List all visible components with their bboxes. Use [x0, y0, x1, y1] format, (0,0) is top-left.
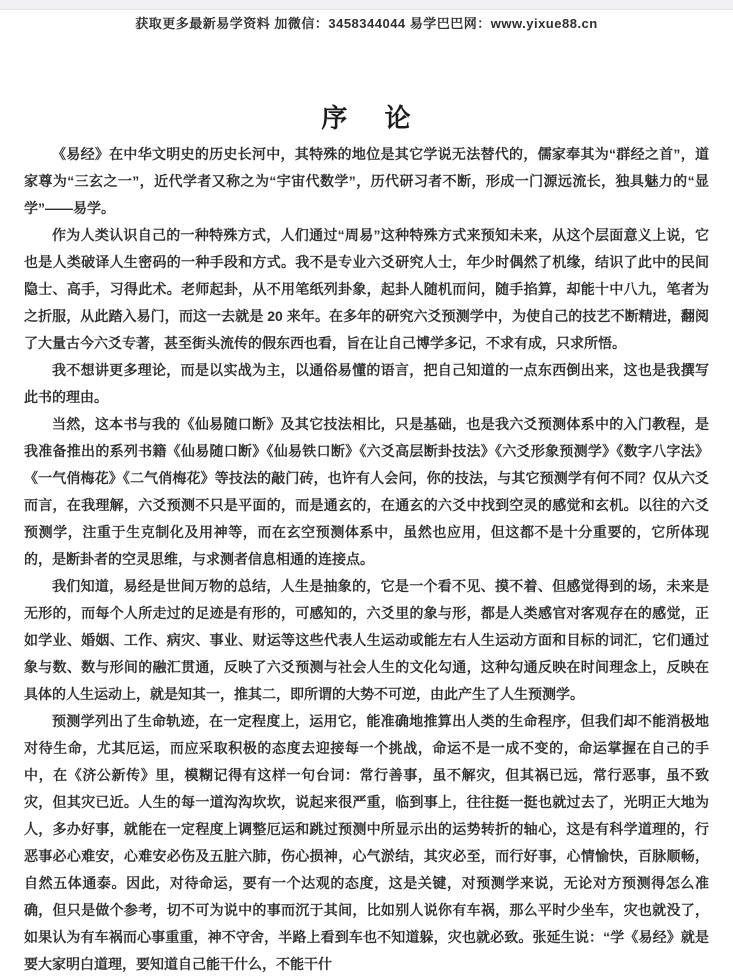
- paragraph-reason: 我不想讲更多理论，而是以实战为主，以通俗易懂的语言，把自己知道的一点东西倒出来，这也是我撰写此书的理由。: [24, 362, 709, 405]
- paragraph-fate: 预测学列出了生命轨迹，在一定程度上，运用它，能准确地推算出人类的生命程序，但我们却不能消极地对待生命，尤其厄运，而应采取积极的态度去迎接每一个挑战，命运不是一成不变的，命运掌握在自己的手中，在《济公新传》里，模糊记得有这样一句台词：常行善事，虽不解灾，但其祸已远，常行恶事，虽不致灾，但其灾已近。人生的每一道沟沟坎坎，说起来很严重，临到事上，往往挺一挺也就过去了，光明正大地为人，多办好事，就能在一定程度上调整厄运和跳过预测中所显示出的运势转折的轴心，这是有科学道理的，行恶事必心难安，心难安必伤及五脏六肺，伤心损神，心气淤结，其灾必至，而行好事，心情愉快，百脉顺畅，自然五体通泰。因此，对待命运，要有一个达观的态度，这是关键，对预测学来说，无论对方预测得怎么准确，但只是做个参考，切不可为说中的事而沉于其间，比如别人说你有车祸，那么平时少坐车，灾也就没了，如果认为有车祸而心事重重，神不守舍，半路上看到车也不知道躲，灾也就必致。张延生说：“学《易经》就是要大家明白道理，要知道自己能干什么，不能干什: [24, 713, 709, 972]
- paragraph-theory: 我们知道，易经是世间万物的总结，人生是抽象的，它是一个看不见、摸不着、但感觉得到的场，未来是无形的，而每个人所走过的足迹是有形的，可感知的，六爻里的象与形，都是人类感官对客观存在的感觉，正如学业、婚姻、工作、病灾、事业、财运等这些代表人生运动或能左右人生运动方面和目标的词汇，它们通过象与数、数与形间的融汇贯通，反映了六爻预测与社会人生的文化勾通，这种勾通反映在时间理念上，反映在具体的人生运动上，就是知其一，推其二，即所谓的大势不可逆，由此产生了人生预测学。: [24, 578, 709, 702]
- document-body: [24, 141, 709, 978]
- paragraph-background: 作为人类认识自己的一种特殊方式，人们通过“周易”这种特殊方式来预知未来，从这个层面意义上说，它也是人类破译人生密码的一种手段和方式。我不是专业六爻研究人士，年少时偶然了机缘，结识了此中的民间隐士、高手，习得此术。老师起卦，从不用笔纸列卦象，起卦人随机而问，随手掐算，却能十中八九，笔者为之折服，从此踏入易门，而这一去就是 20 来年。在多年的研究六爻预测学中，为使自己的技艺不断精进，翻阅了大量古今六爻专著，甚至街头流传的假东西也看，旨在让自己博学多记，不求有成，只求所悟。: [24, 227, 709, 351]
- paragraph-intro: 《易经》在中华文明史的历史长河中，其特殊的地位是其它学说无法替代的，儒家奉其为“群经之首”，道家尊为“三玄之一”，近代学者又称之为“宇宙代数学”，历代研习者不断，形成一门源远流长，独具魅力的“显学”——易学。: [24, 146, 709, 216]
- top-strip: [0, 0, 733, 10]
- page-title: 序 论: [321, 103, 412, 133]
- paragraph-books: 当然，这本书与我的《仙易随口断》及其它技法相比，只是基础，也是我六爻预测体系中的入门教程，是我准备推出的系列书籍《仙易随口断》《仙易铁口断》《六爻高层断卦技法》《六爻形象预测学》《数字八字法》《一气俏梅花》《二气俏梅花》等技法的敲门砖，也许有人会问，你的技法，与其它预测学有何不同？仅从六爻而言，在我理解，六爻预测不只是平面的，而是通玄的，在通玄的六爻中找到空灵的感觉和玄机。以往的六爻预测学，注重于生克制化及用神等，而在玄空预测体系中，虽然也应用，但这都不是十分重要的，它所体现的，是断卦者的空灵思维，与求测者信息相通的连接点。: [24, 416, 709, 567]
- promo-header: 获取更多最新易学资料 加微信：3458344044 易学巴巴网：www.yixue88.cn: [135, 16, 598, 31]
